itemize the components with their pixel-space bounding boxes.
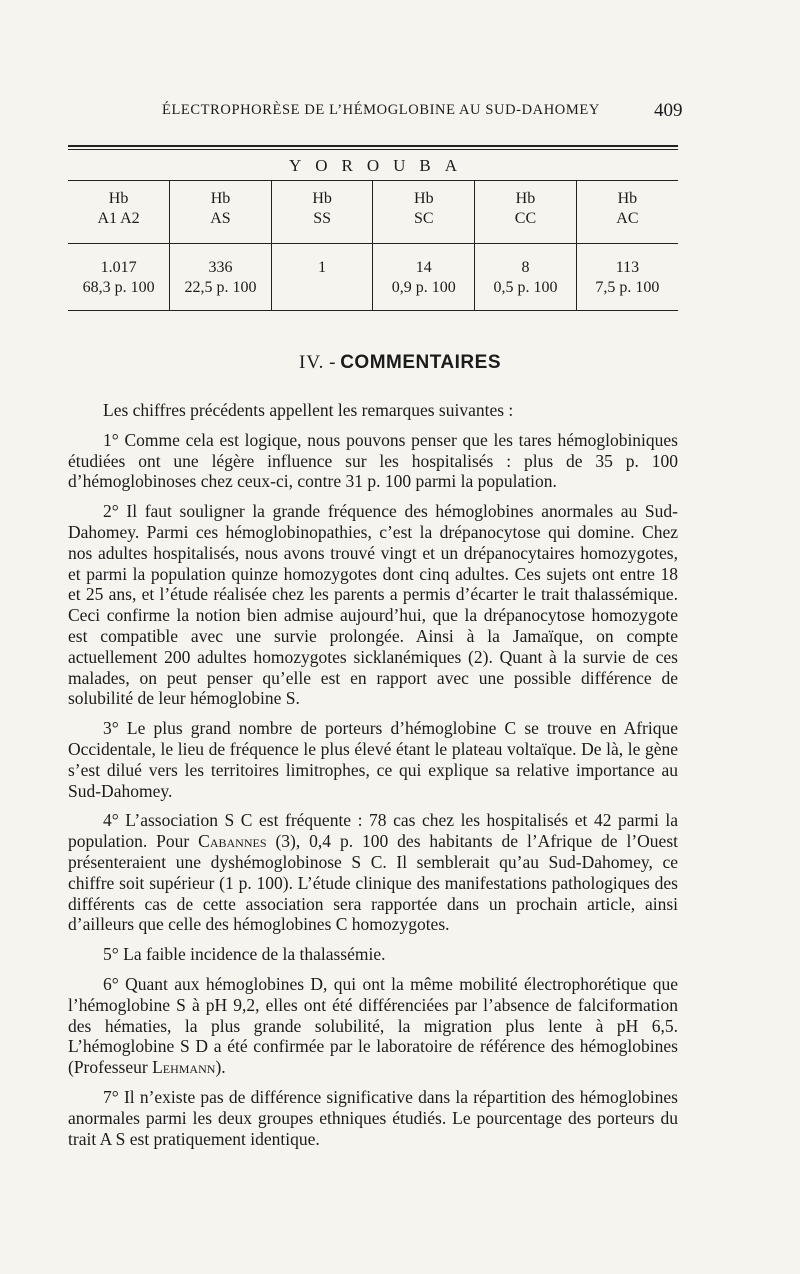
count-value: 113: [615, 259, 640, 276]
header-cell-cc: [475, 181, 577, 244]
percent-value: 22,5 p. 100: [184, 279, 257, 296]
header-sub: SC: [414, 210, 434, 227]
value-cell-sc: [373, 244, 475, 311]
header-label: Hb: [312, 190, 332, 207]
header-label: Hb: [210, 190, 231, 207]
percent-value: 68,3 p. 100: [82, 279, 155, 296]
header-sub: AC: [616, 210, 639, 227]
count-value: 1: [318, 259, 327, 276]
percent-value: 0,5 p. 100: [493, 279, 558, 296]
paragraph-5: 5° La faible incidence de la thalassémie.: [103, 944, 386, 965]
paragraph-7: 7° Il n’existe pas de différence significative dans la répartition des hémoglobines anormales parmi les deux groupes ethniques étudiés. Le pourcentage des porteurs du trait A S est pratiquement identique.: [68, 1086, 678, 1149]
author-name-cabannes: Cabannes: [198, 831, 267, 852]
paragraph-6-part-b: ).: [215, 1057, 226, 1078]
header-label: Hb: [108, 190, 129, 207]
table-value-row: [68, 244, 678, 311]
count-value: 8: [521, 259, 530, 276]
header-sub: AS: [210, 210, 231, 227]
percent-value: 0,9 p. 100: [391, 279, 456, 296]
hemoglobin-table: [68, 181, 678, 310]
count-value: 14: [415, 259, 432, 276]
header-label: Hb: [515, 190, 536, 207]
section-number: IV.: [299, 352, 325, 373]
header-sub: SS: [313, 210, 332, 227]
paragraph-4: [68, 810, 678, 935]
header-cell-as: [170, 181, 272, 244]
paragraph-3: 3° Le plus grand nombre de porteurs d’hémoglobine C se trouve en Afrique Occidentale, le lieu de fréquence le plus élevé étant le plateau voltaïque. De là, le gène s’est dilué vers les territoires limitrophes, ce qui explique sa relative importance au Sud-Dahomey.: [68, 718, 678, 801]
running-title: ÉLECTROPHORÈSE DE L’HÉMOGLOBINE AU SUD-DAHOMEY: [162, 102, 600, 118]
running-header: [0, 100, 800, 124]
paragraph-6-part-a: 6° Quant aux hémoglobines D, qui ont la même mobilité électrophorétique que l’hémoglobine S à pH 9,2, elles ont été différenciées par l’absence de falciformation des hématies, la plus grande solubilité, la migration plus lente à pH 6,5. L’hémoglobine S D a été confirmée par le laboratoire de référence des hémoglobines (Professeur: [68, 973, 678, 1078]
header-cell-a1a2: [68, 181, 170, 244]
header-label: Hb: [617, 190, 638, 207]
paragraph-6: [68, 974, 678, 1078]
paragraph-4-part-a: 4° L’association S C est fréquente : 78 cas chez les hospitalisés et 42 parmi la population. Pour: [68, 810, 678, 852]
section-dash: -: [329, 352, 336, 373]
count-value: 1.017: [100, 259, 137, 276]
value-cell-a1a2: [68, 244, 170, 311]
table-title: YOROUBA: [68, 150, 678, 181]
body-text: [68, 400, 678, 1158]
section-title: COMMENTAIRES: [340, 352, 501, 373]
author-name-lehmann: Lehmann: [152, 1057, 216, 1078]
value-cell-as: [170, 244, 272, 311]
paragraph-2: 2° Il faut souligner la grande fréquence des hémoglobines anormales au Sud-Dahomey. Parmi ces hémoglobinopathies, c’est la drépanocytose qui domine. Chez nos adultes hospitalisés, nous avons trouvé vingt et un drépanocytaires homozygotes, et parmi la population quinze homozygotes dont cinq adultes. Ces sujets ont entre 18 et 25 ans, et l’étude réalisée chez les parents a permis d’écarter le trait thalassémique. Ceci confirme la notion bien admise aujourd’hui, que la drépanocytose homozygote est compatible avec une survie prolongée. Ainsi à la Jamaïque, on compte actuellement 200 adultes homozygotes sicklanémiques (2). Quant à la survie de ces malades, on peut penser qu’elle est en rapport avec une possible différence de solubilité de leur hémoglobine S.: [68, 501, 678, 709]
paragraph-intro: Les chiffres précédents appellent les remarques suivantes :: [103, 400, 514, 420]
header-cell-sc: [373, 181, 475, 244]
header-sub: A1 A2: [97, 210, 140, 227]
percent-value: 7,5 p. 100: [595, 279, 660, 296]
value-cell-cc: [475, 244, 577, 311]
page-number: 409: [654, 100, 683, 121]
yorouba-table: [68, 145, 678, 311]
value-cell-ss: [271, 244, 373, 311]
count-value: 336: [208, 259, 233, 276]
header-sub: CC: [514, 210, 537, 227]
table-bottom-rule: [68, 310, 678, 311]
table-header-row: [68, 181, 678, 244]
header-cell-ac: [576, 181, 678, 244]
header-cell-ss: [271, 181, 373, 244]
section-heading: [0, 352, 800, 374]
paragraph-4-part-b: (3), 0,4 p. 100 des habitants de l’Afrique de l’Ouest présenteraient une dyshémoglobinose S C. Il semblerait qu’au Sud-Dahomey, ce chiffre soit supérieur (1 p. 100). L’étude clinique des manifestations pathologiques des différents cas de cette association sera rapportée dans un prochain article, ainsi d’ailleurs que celle des hémoglobines C homozygotes.: [68, 831, 678, 935]
header-label: Hb: [414, 190, 434, 207]
paragraph-1: 1° Comme cela est logique, nous pouvons penser que les tares hémoglobiniques étudiées ont une légère influence sur les hospitalisés : plus de 35 p. 100 d’hémoglobinoses chez ceux-ci, contre 31 p. 100 parmi la population.: [68, 429, 678, 492]
value-cell-ac: [576, 244, 678, 311]
